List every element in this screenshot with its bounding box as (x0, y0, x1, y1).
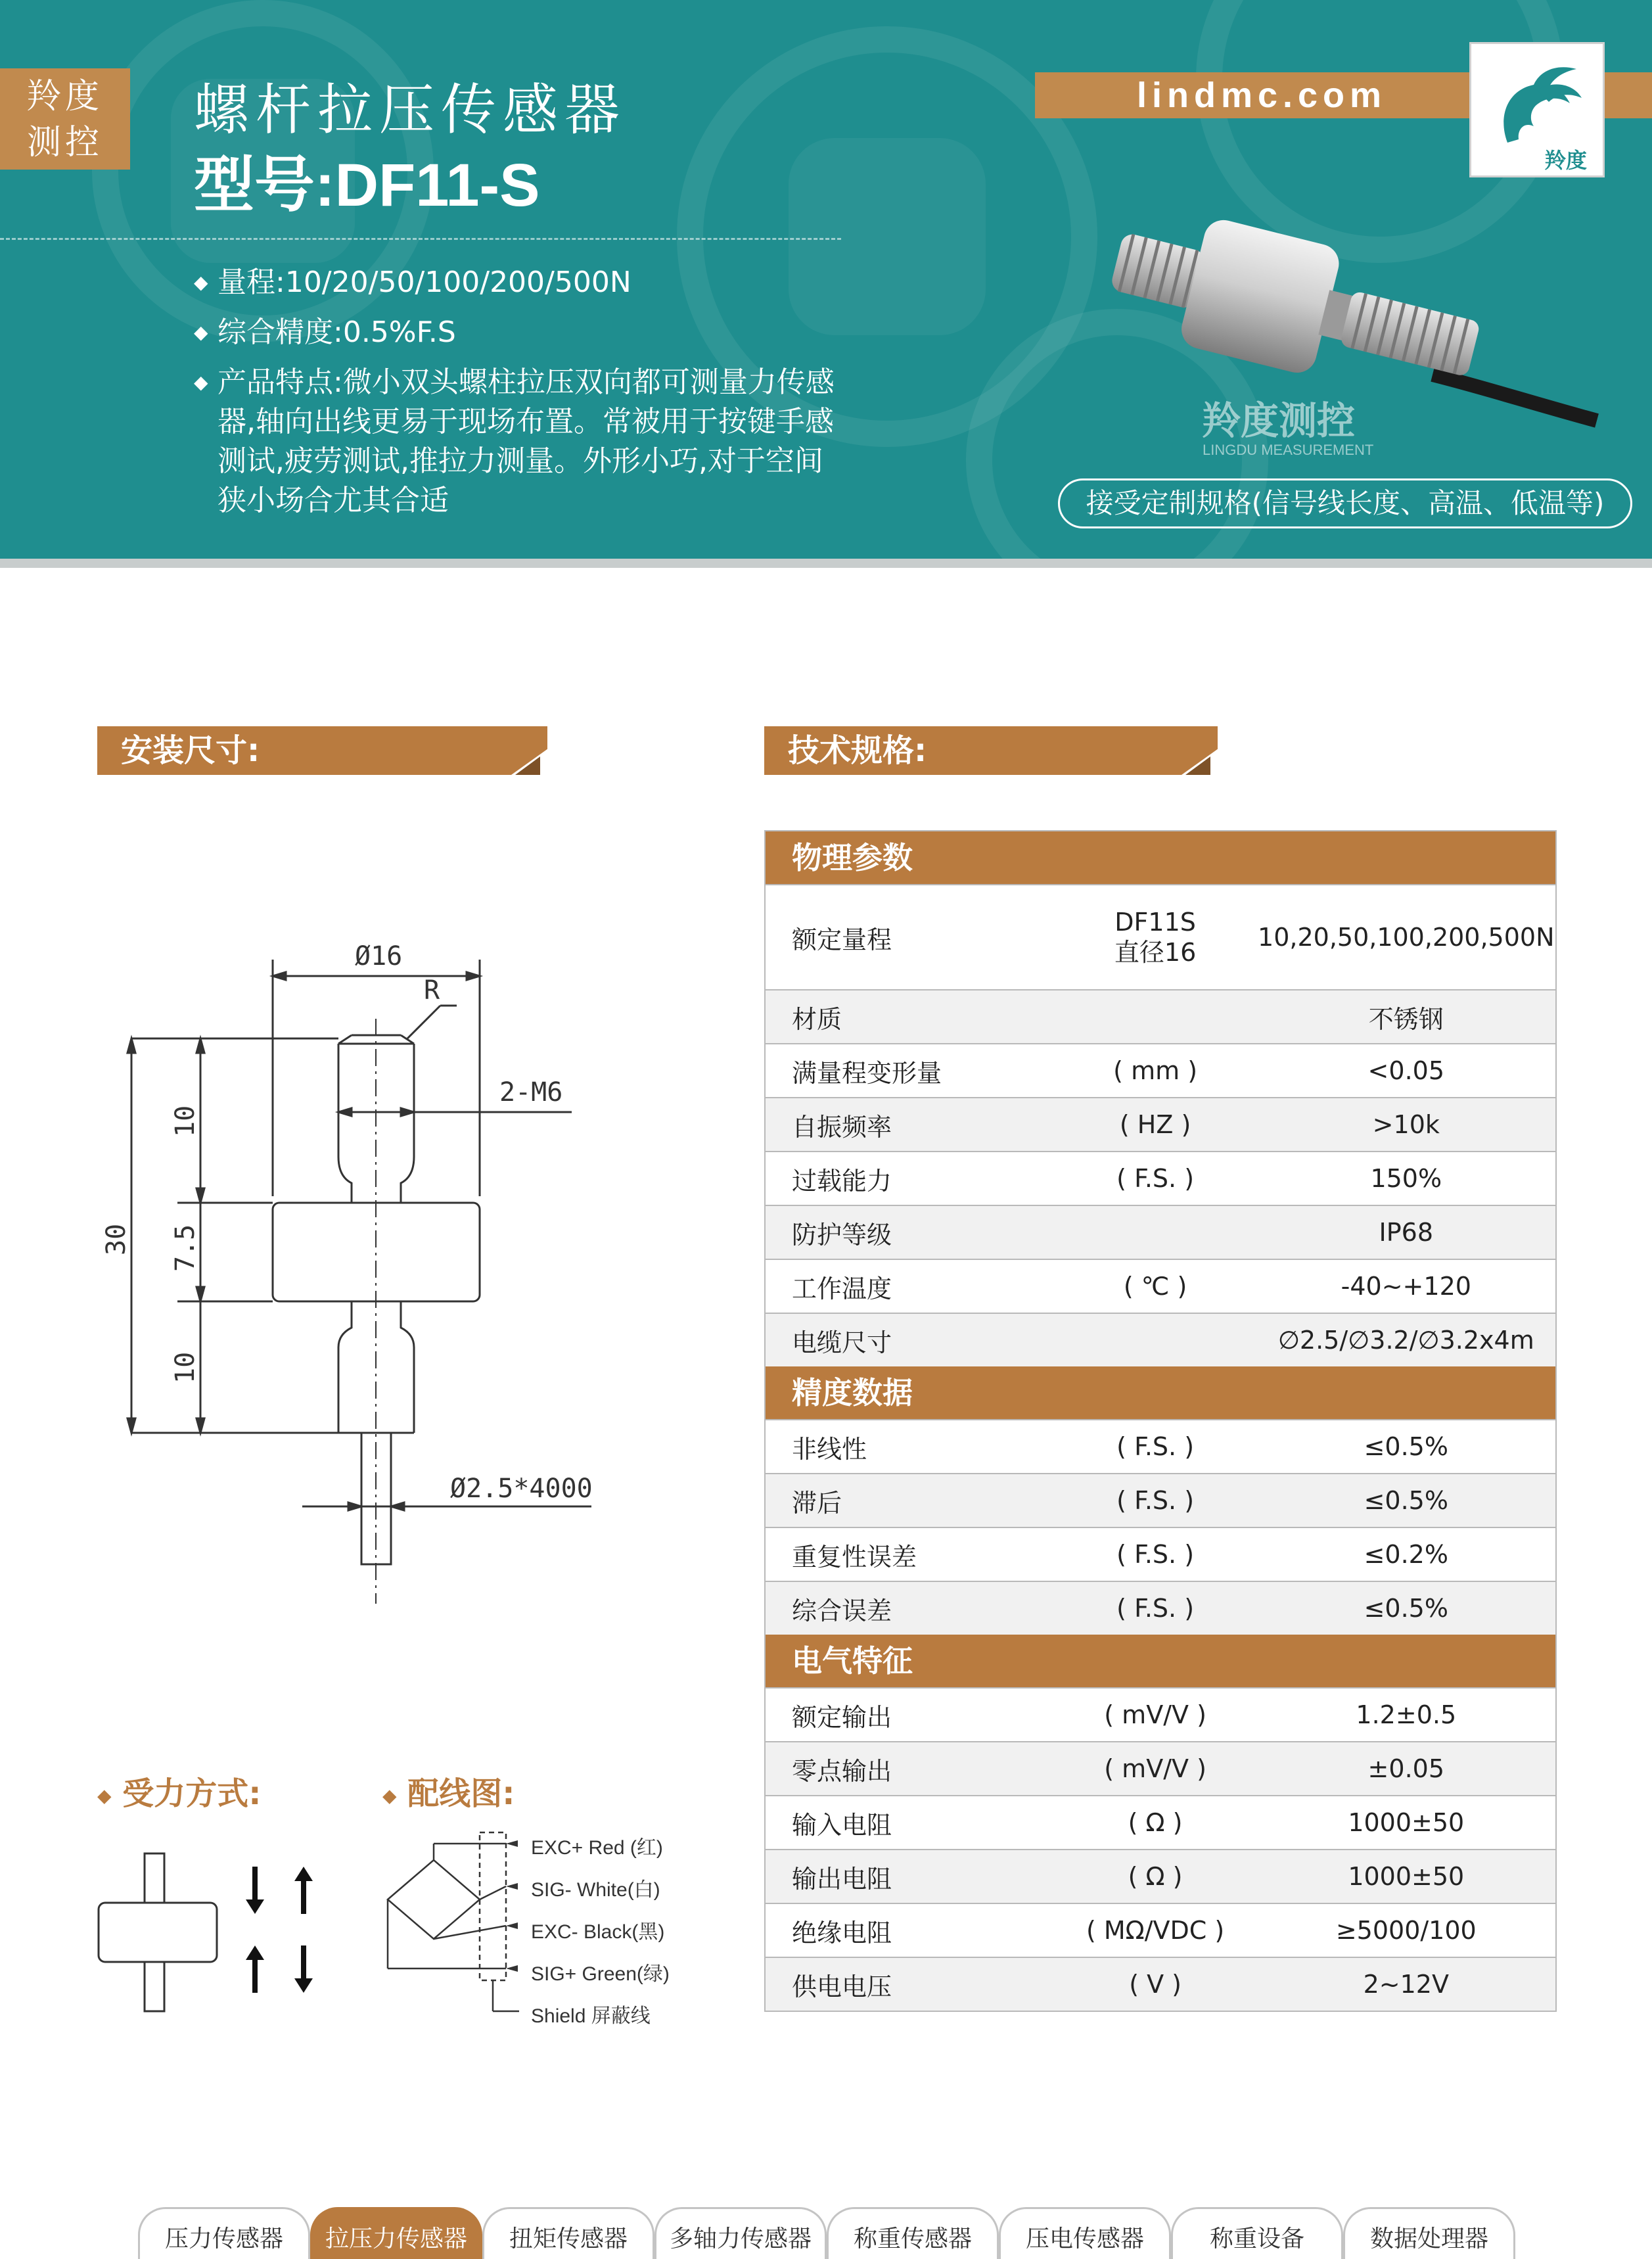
row-unit: ( V ) (1129, 1970, 1182, 1999)
table-row (766, 884, 1555, 989)
row-unit: ( Ω ) (1128, 1862, 1183, 1891)
dim-thread: 2-M6 (499, 1077, 563, 1107)
tab-weighing-equipment[interactable]: 称重设备 (1171, 2207, 1343, 2259)
install-dimensions-heading (97, 726, 547, 775)
diamond-bullet-icon: ◆ (97, 1784, 112, 1807)
row-value: 2~12V (1363, 1970, 1449, 1999)
tab-multi-axis-sensor[interactable]: 多轴力传感器 (654, 2207, 827, 2259)
dimension-drawing (99, 907, 611, 1610)
table-row (766, 989, 1555, 1043)
row-name: 电缆尺寸 (792, 1328, 892, 1357)
row-value: >10k (1372, 1110, 1440, 1139)
row-value: <0.05 (1367, 1056, 1444, 1085)
tab-data-processor[interactable]: 数据处理器 (1343, 2207, 1515, 2259)
row-value: ≤0.2% (1364, 1540, 1448, 1569)
row-value: -40~+120 (1341, 1272, 1471, 1301)
tab-tension-compression-sensor[interactable]: 拉压力传感器 (310, 2207, 482, 2259)
row-value: 1000±50 (1348, 1808, 1465, 1837)
product-title: 螺杆拉压传感器 (194, 78, 627, 142)
row-unit: ( mV/V ) (1104, 1700, 1206, 1729)
force-direction-diagram (92, 1840, 329, 2024)
row-unit: ( F.S. ) (1116, 1594, 1195, 1623)
table-row (766, 1473, 1555, 1527)
force-mode-title: 受力方式: (122, 1775, 262, 1812)
row-name: 输入电阻 (792, 1810, 892, 1840)
row-unit: ( MΩ/VDC ) (1086, 1916, 1225, 1945)
table-row (766, 1151, 1555, 1205)
row-name: 供电电压 (792, 1972, 892, 2001)
row-name: 输出电阻 (792, 1864, 892, 1894)
row-name: 额定输出 (792, 1702, 892, 1732)
row-value: 不锈钢 (1368, 1004, 1444, 1034)
tech-spec-heading (764, 726, 1218, 775)
row-name: 工作温度 (792, 1274, 892, 1303)
tab-torque-sensor[interactable]: 扭矩传感器 (482, 2207, 654, 2259)
wire-sig-minus: SIG- White(白) (531, 1879, 660, 1901)
table-row (766, 1957, 1555, 2011)
row-value: 150% (1370, 1164, 1442, 1193)
wiring-title: 配线图: (407, 1775, 515, 1812)
row-unit: ( F.S. ) (1116, 1432, 1195, 1461)
table-row (766, 1741, 1555, 1795)
row-value: ≤0.5% (1364, 1432, 1448, 1461)
row-value: 1000±50 (1348, 1862, 1465, 1891)
row-value: IP68 (1379, 1218, 1434, 1247)
install-heading-text: 安装尺寸: (121, 732, 260, 769)
group-accuracy: 精度数据 (766, 1366, 1555, 1419)
brand-logo (1469, 42, 1605, 177)
row-unit: ( F.S. ) (1116, 1164, 1195, 1193)
row-value: ≤0.5% (1364, 1594, 1448, 1623)
row-unit: ( Ω ) (1128, 1808, 1183, 1837)
heading-fold-icon (1182, 749, 1218, 775)
watermark-brand: 羚度测控 (1203, 398, 1356, 443)
dim-diameter: Ø16 (355, 941, 403, 971)
row-name: 零点输出 (792, 1756, 892, 1786)
brand-line-1: 羚度 (26, 77, 103, 116)
row-name: 材质 (792, 1004, 842, 1034)
url-bar-tail (1603, 72, 1652, 118)
table-row (766, 1419, 1555, 1473)
row-value: 1.2±0.5 (1356, 1700, 1457, 1729)
dim-radius: R (424, 975, 440, 1006)
table-row (766, 1043, 1555, 1097)
force-mode-heading (97, 1768, 261, 1813)
tab-piezo-sensor[interactable]: 压电传感器 (999, 2207, 1171, 2259)
table-row (766, 1687, 1555, 1741)
group-physical: 物理参数 (766, 831, 1555, 884)
wire-exc-minus: EXC- Black(黑) (531, 1921, 665, 1943)
table-row (766, 1313, 1555, 1366)
row-unit (1054, 907, 1257, 967)
force-arrow-icons (246, 1867, 313, 1993)
brand-badge (0, 68, 130, 170)
diamond-bullet-icon: ◆ (382, 1784, 397, 1807)
header-banner (0, 0, 1652, 559)
row-unit: ( mm ) (1113, 1056, 1198, 1085)
dim-top-length: 10 (170, 1105, 200, 1137)
row-unit: ( F.S. ) (1116, 1486, 1195, 1515)
row-name: 额定量程 (792, 925, 892, 954)
table-row (766, 1795, 1555, 1849)
row-value: ∅2.5/∅3.2/∅3.2x4m (1277, 1326, 1534, 1355)
row-name: 过载能力 (792, 1166, 892, 1196)
wire-sig-plus: SIG+ Green(绿) (531, 1963, 670, 1985)
table-row (766, 1903, 1555, 1957)
spec-table (764, 830, 1557, 2012)
table-row (766, 1527, 1555, 1581)
row-name: 自振频率 (792, 1112, 892, 1142)
tech-heading-text: 技术规格: (788, 732, 927, 769)
wire-exc-plus: EXC+ Red (红) (531, 1837, 663, 1859)
brand-line-2: 测控 (26, 123, 103, 162)
antelope-logo-icon (1471, 44, 1603, 175)
dim-total-length: 30 (101, 1223, 131, 1255)
row-unit: ( mV/V ) (1104, 1754, 1206, 1783)
wire-shield: Shield 屏蔽线 (531, 2005, 651, 2027)
heading-fold-icon (511, 749, 548, 775)
row-name: 满量程变形量 (792, 1058, 942, 1088)
dashed-divider (0, 238, 841, 240)
table-row (766, 1849, 1555, 1903)
dim-bottom-length: 10 (170, 1351, 200, 1384)
category-tabs (138, 2207, 1518, 2259)
wiring-heading (382, 1768, 515, 1813)
product-photo (1091, 217, 1603, 467)
row-unit-model: DF11S (1114, 908, 1196, 937)
spec-features: ◆ 产品特点:微小双头螺柱拉压双向都可测量力传感器,轴向出线更易于现场布置。常被用于按键手感测试,疲劳测试,推拉力测量。外形小巧,对于空间狭小场合尤其合适 (194, 363, 851, 521)
row-name: 防护等级 (792, 1220, 892, 1249)
tab-load-cell[interactable]: 称重传感器 (827, 2207, 999, 2259)
custom-spec-note: 接受定制规格(信号线长度、高温、低温等) (1058, 478, 1632, 528)
header-bottom-border (0, 559, 1652, 568)
dim-cable: Ø2.5*4000 (450, 1474, 593, 1504)
logo-text: 羚度 (1545, 148, 1588, 173)
row-name: 综合误差 (792, 1596, 892, 1625)
row-name: 滞后 (792, 1488, 842, 1518)
row-value: ≥5000/100 (1335, 1916, 1477, 1945)
table-row (766, 1097, 1555, 1151)
row-name: 绝缘电阻 (792, 1918, 892, 1947)
row-unit: ( F.S. ) (1116, 1540, 1195, 1569)
spec-range: ◆ 量程:10/20/50/100/200/500N (194, 263, 851, 302)
row-name: 重复性误差 (792, 1542, 917, 1572)
row-value: 10,20,50,100,200,500N (1258, 923, 1555, 952)
table-row (766, 1259, 1555, 1313)
table-row (766, 1581, 1555, 1635)
row-unit: ( ℃ ) (1123, 1272, 1187, 1301)
product-model: 型号:DF11-S (194, 152, 540, 219)
row-unit-diameter: 直径16 (1114, 938, 1197, 967)
row-unit: ( HZ ) (1119, 1110, 1191, 1139)
watermark-sub: LINGDU MEASUREMENT (1203, 442, 1374, 458)
tab-pressure-sensor[interactable]: 压力传感器 (138, 2207, 310, 2259)
row-value: ±0.05 (1367, 1754, 1444, 1783)
dim-body-length: 7.5 (170, 1224, 200, 1272)
row-value: ≤0.5% (1364, 1486, 1448, 1515)
group-electrical: 电气特征 (766, 1635, 1555, 1687)
website-url[interactable]: lindmc.com (1035, 72, 1488, 118)
spec-list (194, 263, 851, 531)
row-name: 非线性 (792, 1434, 867, 1464)
table-row (766, 1205, 1555, 1259)
spec-accuracy: ◆ 综合精度:0.5%F.S (194, 313, 851, 352)
